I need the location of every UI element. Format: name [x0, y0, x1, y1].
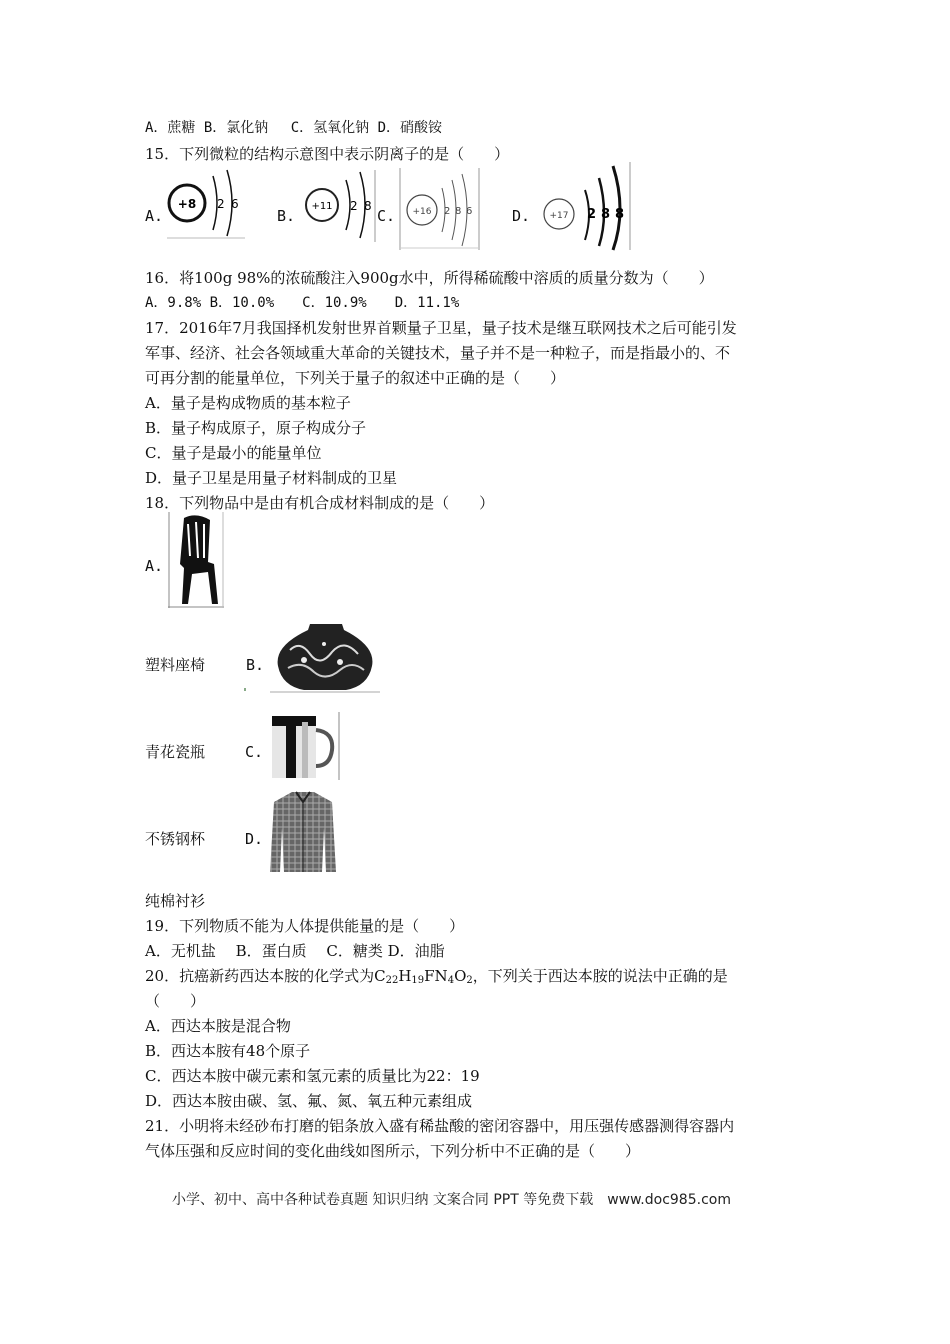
q18-stem: 18．下列物品中是由有机合成材料制成的是（ ）: [145, 494, 495, 512]
atom-diagram-c: [398, 166, 482, 250]
q19-stem: 19．下列物质不能为人体提供能量的是（ ）: [145, 917, 465, 935]
q20-formula-h-count: 19: [411, 975, 425, 986]
q18-caption-a: 塑料座椅: [145, 656, 206, 674]
q15-option-a-letter: A.: [145, 207, 164, 225]
q18-option-b-letter: B.: [246, 656, 265, 674]
q15-option-d-letter: D.: [512, 207, 531, 225]
q16-stem: 16．将100g 98%的浓硫酸注入900g水中，所得稀硫酸中溶质的质量分数为（ ）: [145, 269, 714, 287]
q15-option-b-letter: B.: [277, 207, 296, 225]
shell-d-2: 8: [601, 207, 611, 222]
q17-option-c: C．量子是最小的能量单位: [145, 444, 322, 462]
q17-stem-line-2: 军事、经济、社会各领域重大革命的关键技术，量子并不是一种粒子，而是指最小的、不: [145, 344, 731, 362]
atom-diagram-a: [165, 166, 247, 240]
nucleus-c: +16: [412, 207, 432, 217]
q20-stem-prefix: 20．抗癌新药西达本胺的化学式为C: [145, 967, 386, 985]
shell-d-1: 2: [587, 207, 597, 222]
speck: [244, 688, 246, 691]
shell-c-2: 8: [455, 206, 462, 217]
q20-option-d: D．西达本胺由碳、氢、氟、氮、氧五种元素组成: [145, 1092, 473, 1110]
q20-stem-suffix: ，下列关于西达本胺的说法中正确的是: [472, 967, 728, 985]
shell-c-1: 2: [444, 206, 451, 217]
q14-options: A．蔗糖 B．氯化钠 C．氢氧化钠 D．硝酸铵: [145, 120, 442, 136]
q18-caption-b: 青花瓷瓶: [145, 743, 206, 761]
q17-option-d: D．量子卫星是用量子材料制成的卫星: [145, 469, 398, 487]
shell-b-2: 8: [364, 199, 372, 213]
atom-diagram-b: [298, 168, 378, 242]
shell-c-3: 6: [466, 206, 473, 217]
q20-stem-line-2: （ ）: [145, 992, 206, 1010]
q17-option-a: A．量子是构成物质的基本粒子: [145, 394, 351, 412]
shell-d-3: 8: [615, 207, 625, 222]
nucleus-a: +8: [177, 197, 197, 211]
q15-stem: 15．下列微粒的结构示意图中表示阴离子的是（ ）: [145, 145, 510, 163]
shell-a-1: 2: [217, 197, 225, 211]
q20-formula-h: H: [398, 967, 412, 985]
porcelain-vase-image: [270, 620, 380, 694]
q20-option-a: A．西达本胺是混合物: [145, 1017, 291, 1035]
q18-option-a-letter: A.: [145, 557, 164, 575]
q21-stem-line-1: 21．小明将未经砂布打磨的铝条放入盛有稀盐酸的密闭容器中，用压强传感器测得容器内: [145, 1117, 735, 1135]
steel-cup-image: [268, 712, 342, 780]
q20-option-c: C．西达本胺中碳元素和氢元素的质量比为22：19: [145, 1067, 480, 1085]
atom-diagram-d: [535, 160, 633, 252]
q20-formula-o-count: 2: [466, 975, 473, 986]
q16-options: A．9.8% B．10.0% C．10.9% D．11.1%: [145, 295, 460, 311]
cotton-shirt-image: [268, 788, 338, 874]
shell-a-2: 6: [231, 197, 239, 211]
q20-formula-n-count: 4: [447, 975, 455, 986]
q21-stem-line-2: 气体压强和反应时间的变化曲线如图所示，下列分析中不正确的是（ ）: [145, 1142, 641, 1160]
nucleus-b: +11: [311, 201, 333, 212]
q20-formula-c-count: 22: [385, 975, 399, 986]
q17-stem-line-3: 可再分割的能量单位，下列关于量子的叙述中正确的是（ ）: [145, 369, 566, 387]
q18-option-d-letter: D.: [245, 830, 264, 848]
plastic-chair-image: [168, 512, 224, 608]
page-footer: 小学、初中、高中各种试卷真题 知识归纳 文案合同 PPT 等免费下载 www.doc985.com: [172, 1192, 731, 1208]
q18-caption-d: 纯棉衬衫: [145, 892, 206, 910]
q19-options: A．无机盐 B．蛋白质 C．糖类 D．油脂: [145, 942, 445, 960]
q18-caption-c: 不锈钢杯: [145, 830, 206, 848]
q20-formula-o: O: [454, 967, 467, 985]
q15-option-c-letter: C.: [377, 207, 396, 225]
q17-option-b: B．量子构成原子，原子构成分子: [145, 419, 367, 437]
q20-stem: [145, 966, 728, 991]
q17-stem-line-1: 17．2016年7月我国择机发射世界首颗量子卫星，量子技术是继互联网技术之后可能引发: [145, 319, 737, 337]
shell-b-1: 2: [350, 199, 358, 213]
q18-option-c-letter: C.: [245, 743, 264, 761]
q20-formula-fn: FN: [424, 967, 448, 985]
nucleus-d: +17: [549, 211, 569, 221]
q20-option-b: B．西达本胺有48个原子: [145, 1042, 311, 1060]
